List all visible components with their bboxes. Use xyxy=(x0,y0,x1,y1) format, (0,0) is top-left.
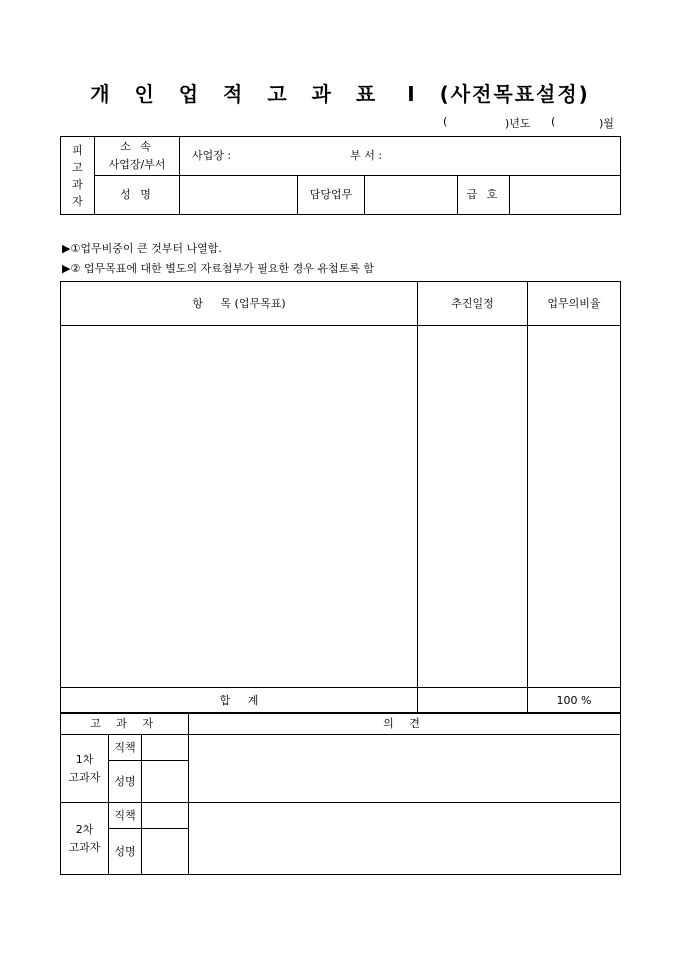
name-label: 성 명 xyxy=(95,176,180,215)
year-suffix[interactable]: )년도 xyxy=(505,117,531,130)
appraiser-header: 고 과 자 xyxy=(61,713,189,735)
first-appraiser-label: 1차 고과자 xyxy=(61,735,109,803)
goal-item-header: 항 목 (업무목표) xyxy=(61,282,418,326)
affiliation-label: 소 속 사업장/부서 xyxy=(95,137,180,176)
page-title xyxy=(0,78,680,107)
name-field[interactable] xyxy=(180,176,298,215)
duty-label: 담당업무 xyxy=(298,176,365,215)
first-name-field[interactable] xyxy=(142,761,189,803)
appraisee-table xyxy=(60,136,621,215)
schedule-area[interactable] xyxy=(418,326,528,688)
goals-table xyxy=(60,281,621,714)
affiliation-field[interactable] xyxy=(180,137,621,176)
title-main: 개 인 업 적 고 과 표 xyxy=(90,82,385,106)
first-opinion-field[interactable] xyxy=(189,735,621,803)
total-label: 합 계 xyxy=(61,688,418,714)
first-position-label: 직책 xyxy=(109,735,142,761)
total-schedule[interactable] xyxy=(418,688,528,714)
review-table xyxy=(60,712,621,875)
goal-items-area[interactable] xyxy=(61,326,418,688)
month-suffix[interactable]: )월 xyxy=(599,117,614,130)
total-ratio: 100 % xyxy=(528,688,621,714)
second-appraiser-label: 2차 고과자 xyxy=(61,803,109,875)
schedule-header: 추진일정 xyxy=(418,282,528,326)
workplace-label: 사업장 : xyxy=(192,149,232,162)
grade-field[interactable] xyxy=(510,176,621,215)
title-roman: Ⅰ xyxy=(407,82,417,106)
ratio-header: 업무의비율 xyxy=(528,282,621,326)
second-opinion-field[interactable] xyxy=(189,803,621,875)
grade-label: 급 호 xyxy=(458,176,510,215)
ratio-area[interactable] xyxy=(528,326,621,688)
note-2: ▶② 업무목표에 대한 별도의 자료첨부가 필요한 경우 유첨토록 함 xyxy=(62,262,374,275)
duty-field[interactable] xyxy=(365,176,458,215)
department-label: 부 서 : xyxy=(350,149,383,162)
second-position-field[interactable] xyxy=(142,803,189,829)
year-open-paren: ( xyxy=(443,115,448,128)
month-open-paren: ( xyxy=(551,115,556,128)
first-position-field[interactable] xyxy=(142,735,189,761)
title-sub: (사전목표설정) xyxy=(439,82,590,106)
note-1: ▶①업무비중이 큰 것부터 나열함. xyxy=(62,242,222,255)
first-name-label: 성명 xyxy=(109,761,142,803)
second-name-label: 성명 xyxy=(109,829,142,875)
opinion-header: 의 견 xyxy=(189,713,621,735)
appraisee-side-label: 피 고 과 자 xyxy=(61,137,95,215)
second-position-label: 직책 xyxy=(109,803,142,829)
second-name-field[interactable] xyxy=(142,829,189,875)
